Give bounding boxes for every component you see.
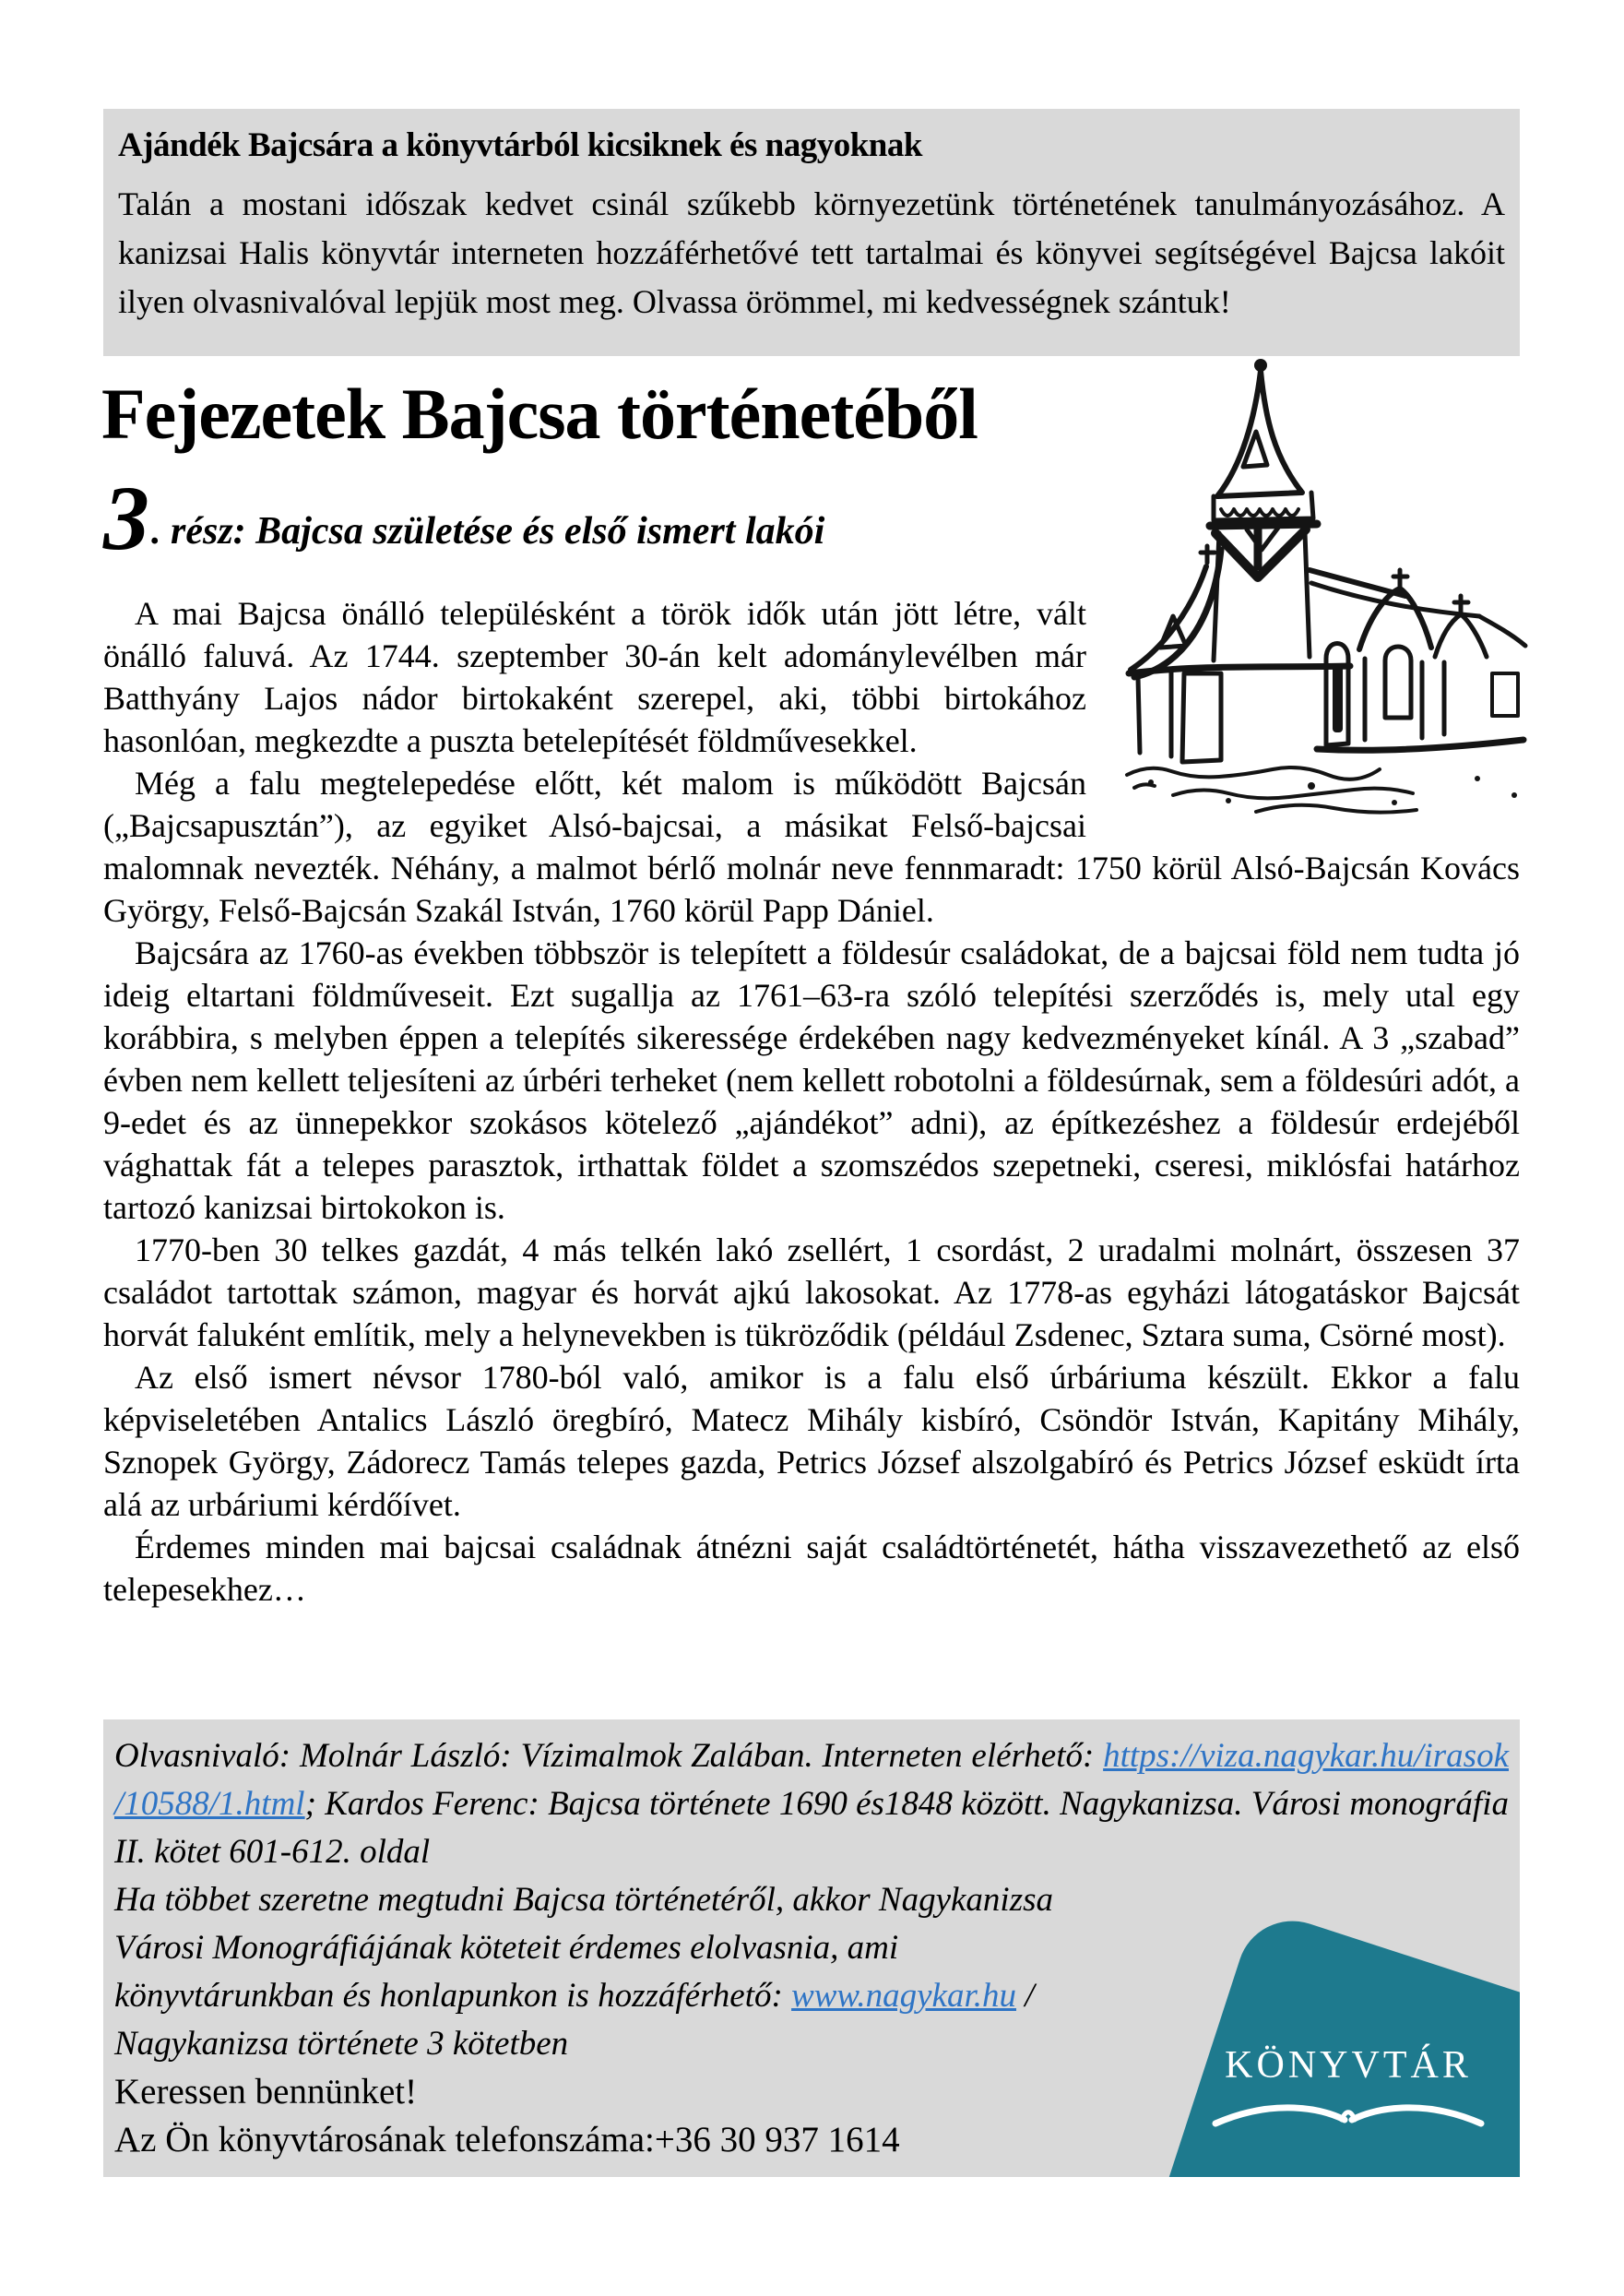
more-info-pre: Ha többet szeretne megtudni Bajcsa történetéről, akkor Nagykanizsa Városi Monográfiájának köteteit érdemes elolvasnia, ami könyvtárunkban és honlapunkon is hozzáférhető: (114, 1881, 1054, 2015)
part-title: . rész: Bajcsa születése és első ismert lakói (151, 510, 825, 553)
paragraph-2: Még a falu megtelepedése előtt, két malom is működött Bajcsán („Bajcsapusztán”), az egyiket Alsó-bajcsai, a másikat Felső-bajcsai malomnak nevezték. Néhány, a malmot bérlő molnár neve fennmaradt: 1750 körül Alsó-Bajcsán Kovács György, Felső-Bajcsán Szakál István, 1760 körül Papp Dániel. (103, 765, 1520, 929)
more-info-post: / Nagykanizsa története 3 kötetben (114, 1977, 1035, 2063)
more-info (114, 1876, 1092, 2068)
article-title: Fejezetek Bajcsa történetéből (101, 374, 978, 454)
paragraph-3: Bajcsára az 1760-as években többször is telepített a földesúr családokat, de a bajcsai föld nem tudta jó ideig eltartani földműveseit. Ezt sugallja az 1761–63-ra szóló telepítési szerződés is, mely utal egy korábbira, s melyben éppen a telepítés sikeressége érdekében nagy kedvezményeket kínál. A 3 „szabad” évben nem kellett teljesíteni az úrbéri terheket (nem kellett robotolni a földesúrnak, sem a földesúri adót, a 9-edet és az ünnepekkor szokásos kötelező „ajándékot” adni), az építkezéshez a földesúr erdejéből vághattak fát a telepes parasztok, irthattak földet a szomszédos szepetneki, cseresi, miklósfai határhoz tartozó kanizsai birtokokon is. (103, 934, 1520, 1226)
header-title: Ajándék Bajcsára a könyvtárból kicsiknek és nagyoknak (118, 126, 922, 164)
part-number: 3 (103, 467, 149, 569)
nagykar-link[interactable]: www.nagykar.hu (791, 1977, 1017, 2015)
phone-line: Az Ön könyvtárosának telefonszáma:+36 30 937 1614 (114, 2120, 900, 2159)
article-body (103, 592, 1520, 1611)
reading-intro: Olvasnivaló: Molnár László: Vízimalmok Zalában. Interneten elérhető: (114, 1737, 1104, 1775)
footer-box (103, 1719, 1520, 2177)
header-body: Talán a mostani időszak kedvet csinál szűkebb környezetünk történetének tanulmányozásához. A kanizsai Halis könyvtár interneten hozzáférhetővé tett tartalmai és könyvei segítségével Bajcsa lakóit ilyen olvasnivalóval lepjük most meg. Olvassa örömmel, mi kedvességnek szántuk! (118, 185, 1505, 320)
contact-cta: Keressen bennünket! (114, 2072, 418, 2112)
library-logo (1191, 2044, 1505, 2131)
paragraph-4: 1770-ben 30 telkes gazdát, 4 más telkén lakó zsellért, 1 csordást, 2 uradalmi molnárt, összesen 37 családot tartottak számon, magyar és horvát ajkú lakosokat. Az 1778-as egyházi látogatáskor Bajcsát horvát faluként említik, mely a helynevekben is tükröződik (például Zsdenec, Sztara suma, Csörné most). (103, 1231, 1520, 1353)
paragraph-5: Az első ismert névsor 1780-ból való, amikor is a falu első úrbáriuma készült. Ekkor a falu képviseletében Antalics László öregbíró, Matecz Mihály kisbíró, Csöndör István, Kapitány Mihály, Sznopek György, Zádorecz Tamás telepes gazda, Petrics József alszolgabíró és Petrics József esküdt írta alá az urbáriumi kérdőívet. (103, 1359, 1520, 1523)
paragraph-1: A mai Bajcsa önálló településként a török idők után jött létre, vált önálló faluvá. Az 1744. szeptember 30-án kelt adománylevélben már Batthyány Lajos nádor birtokaként szerepel, aki, többi birtokához hasonlóan, megkezdte a puszta betelepítését földművesekkel. (103, 595, 1086, 759)
viza-nagykar-link[interactable]: https://viza.nagykar.hu/irasok /10588/1.html (114, 1737, 1509, 1823)
church-float-spacer (1086, 592, 1520, 814)
library-logo-text: KÖNYVTÁR (1225, 2044, 1472, 2087)
header-box (103, 109, 1520, 356)
reading-list (114, 1732, 1509, 1876)
paragraph-6: Érdemes minden mai bajcsai családnak átnézni saját családtörténetét, hátha visszavezethető az első telepesekhez… (103, 1529, 1520, 1608)
article-subtitle (103, 467, 825, 583)
reading-rest: ; Kardos Ferenc: Bajcsa története 1690 és1848 között. Nagykanizsa. Városi monográfia II. kötet 601-612. oldal (114, 1785, 1509, 1871)
open-book-icon (1210, 2088, 1487, 2131)
